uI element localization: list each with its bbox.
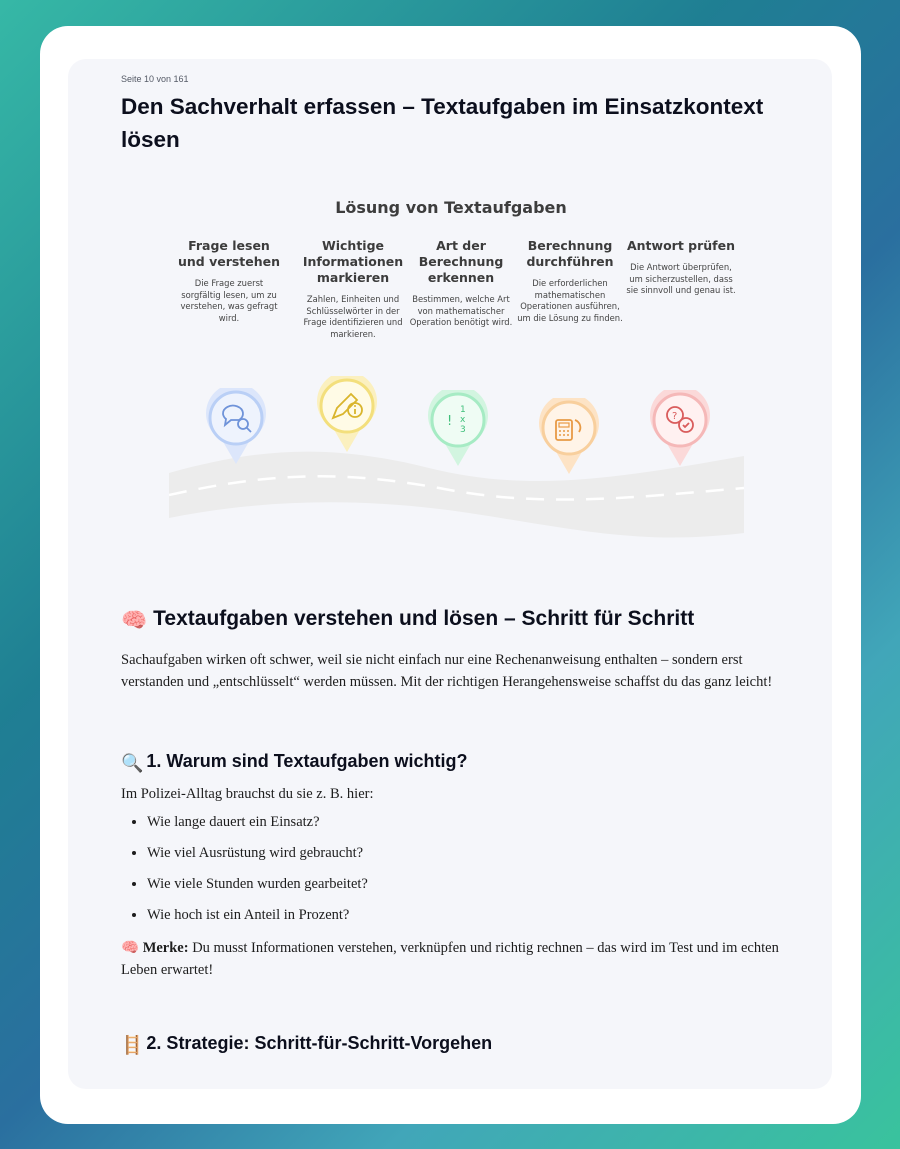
svg-text:?: ? [672,411,678,422]
merke-label: Merke: [142,940,189,956]
list-item: • Wie hoch ist ein Anteil in Prozent? [147,906,781,924]
calculator-icon [537,398,601,476]
section-heading-text: 2. Strategie: Schritt-für-Schritt-Vorgehen [146,1033,493,1053]
step-title: Art der Berechnung erkennen [418,238,504,285]
pencil-info-icon [315,376,379,454]
step-4 [515,238,625,324]
ladder-icon: 🪜 [121,1035,144,1055]
step-description: Die erforderlichen mathematischen Operationen ausführen, um die Lösung zu finden. [517,278,623,323]
section-heading-textaufgaben [121,605,781,635]
glyph-mid: x [460,415,466,425]
page-title: Den Sachverhalt erfassen – Textaufgaben im Einsatzkontext lösen [121,94,764,152]
magnifier-icon: 🔍 [121,753,144,773]
infographic-title: Lösung von Textaufgaben [335,198,567,217]
section-heading-strategie [121,1031,781,1057]
document-card [40,26,861,1124]
section-heading-text: 1. Warum sind Textaufgaben wichtig? [146,751,468,771]
excl-glyph: ! [447,414,453,429]
list-item: • Wie viele Stunden wurden gearbeitet? [147,875,781,893]
step-title: Antwort prüfen [626,238,735,253]
merke-note [121,937,781,981]
step-5 [626,238,736,297]
step-title: Berechnung durchführen [526,238,614,269]
step-1 [174,238,284,324]
step-2 [298,238,408,340]
brain-icon: 🧠 [121,609,148,632]
step-3 [406,238,516,329]
section-intro-paragraph: Sachaufgaben wirken oft schwer, weil sie nicht einfach nur eine Rechenanweisung enthalten – sondern erst verstanden und „entschlüsselt“ werden müssen. Mit der richtigen Herangehensweise schaffst du das ganz leicht! [121,652,773,690]
step-title: Frage lesen und verstehen [177,238,281,269]
speech-search-icon [204,388,268,466]
step-description: Die Antwort überprüfen, um sicherzustellen, dass sie sinnvoll und genau ist. [626,262,736,295]
infographic [121,188,781,553]
step-title: Wichtige Informationen markieren [302,238,404,285]
question-check-icon [648,390,712,468]
section-heading-text: Textaufgaben verstehen und lösen – Schritt für Schritt [153,607,695,630]
section-intro-text: Im Polizei-Alltag brauchst du sie z. B. hier: [121,786,374,802]
merke-text: Du musst Informationen verstehen, verknüpfen und richtig rechnen – das wird im Test und im echten Leben erwartet! [121,940,779,978]
page-content [121,74,781,1057]
brain-icon: 🧠 [121,940,140,956]
page-indicator: Seite 10 von 161 [121,74,189,84]
math-operation-icon [426,390,490,468]
step-description: Die Frage zuerst sorgfältig lesen, um zu verstehen, was gefragt wird. [180,278,278,323]
list-item: • Wie lange dauert ein Einsatz? [147,813,781,831]
example-list [121,813,781,924]
step-description: Zahlen, Einheiten und Schlüsselwörter in der Frage identifizieren und markieren. [303,294,403,339]
list-item: • Wie viel Ausrüstung wird gebraucht? [147,844,781,862]
glyph-top: 1 [460,405,466,415]
section-heading-warum [121,749,781,775]
step-description: Bestimmen, welche Art von mathematischer Operation benötigt wird. [409,294,513,327]
glyph-bottom: 3 [460,425,466,435]
document-page[interactable] [68,59,832,1089]
